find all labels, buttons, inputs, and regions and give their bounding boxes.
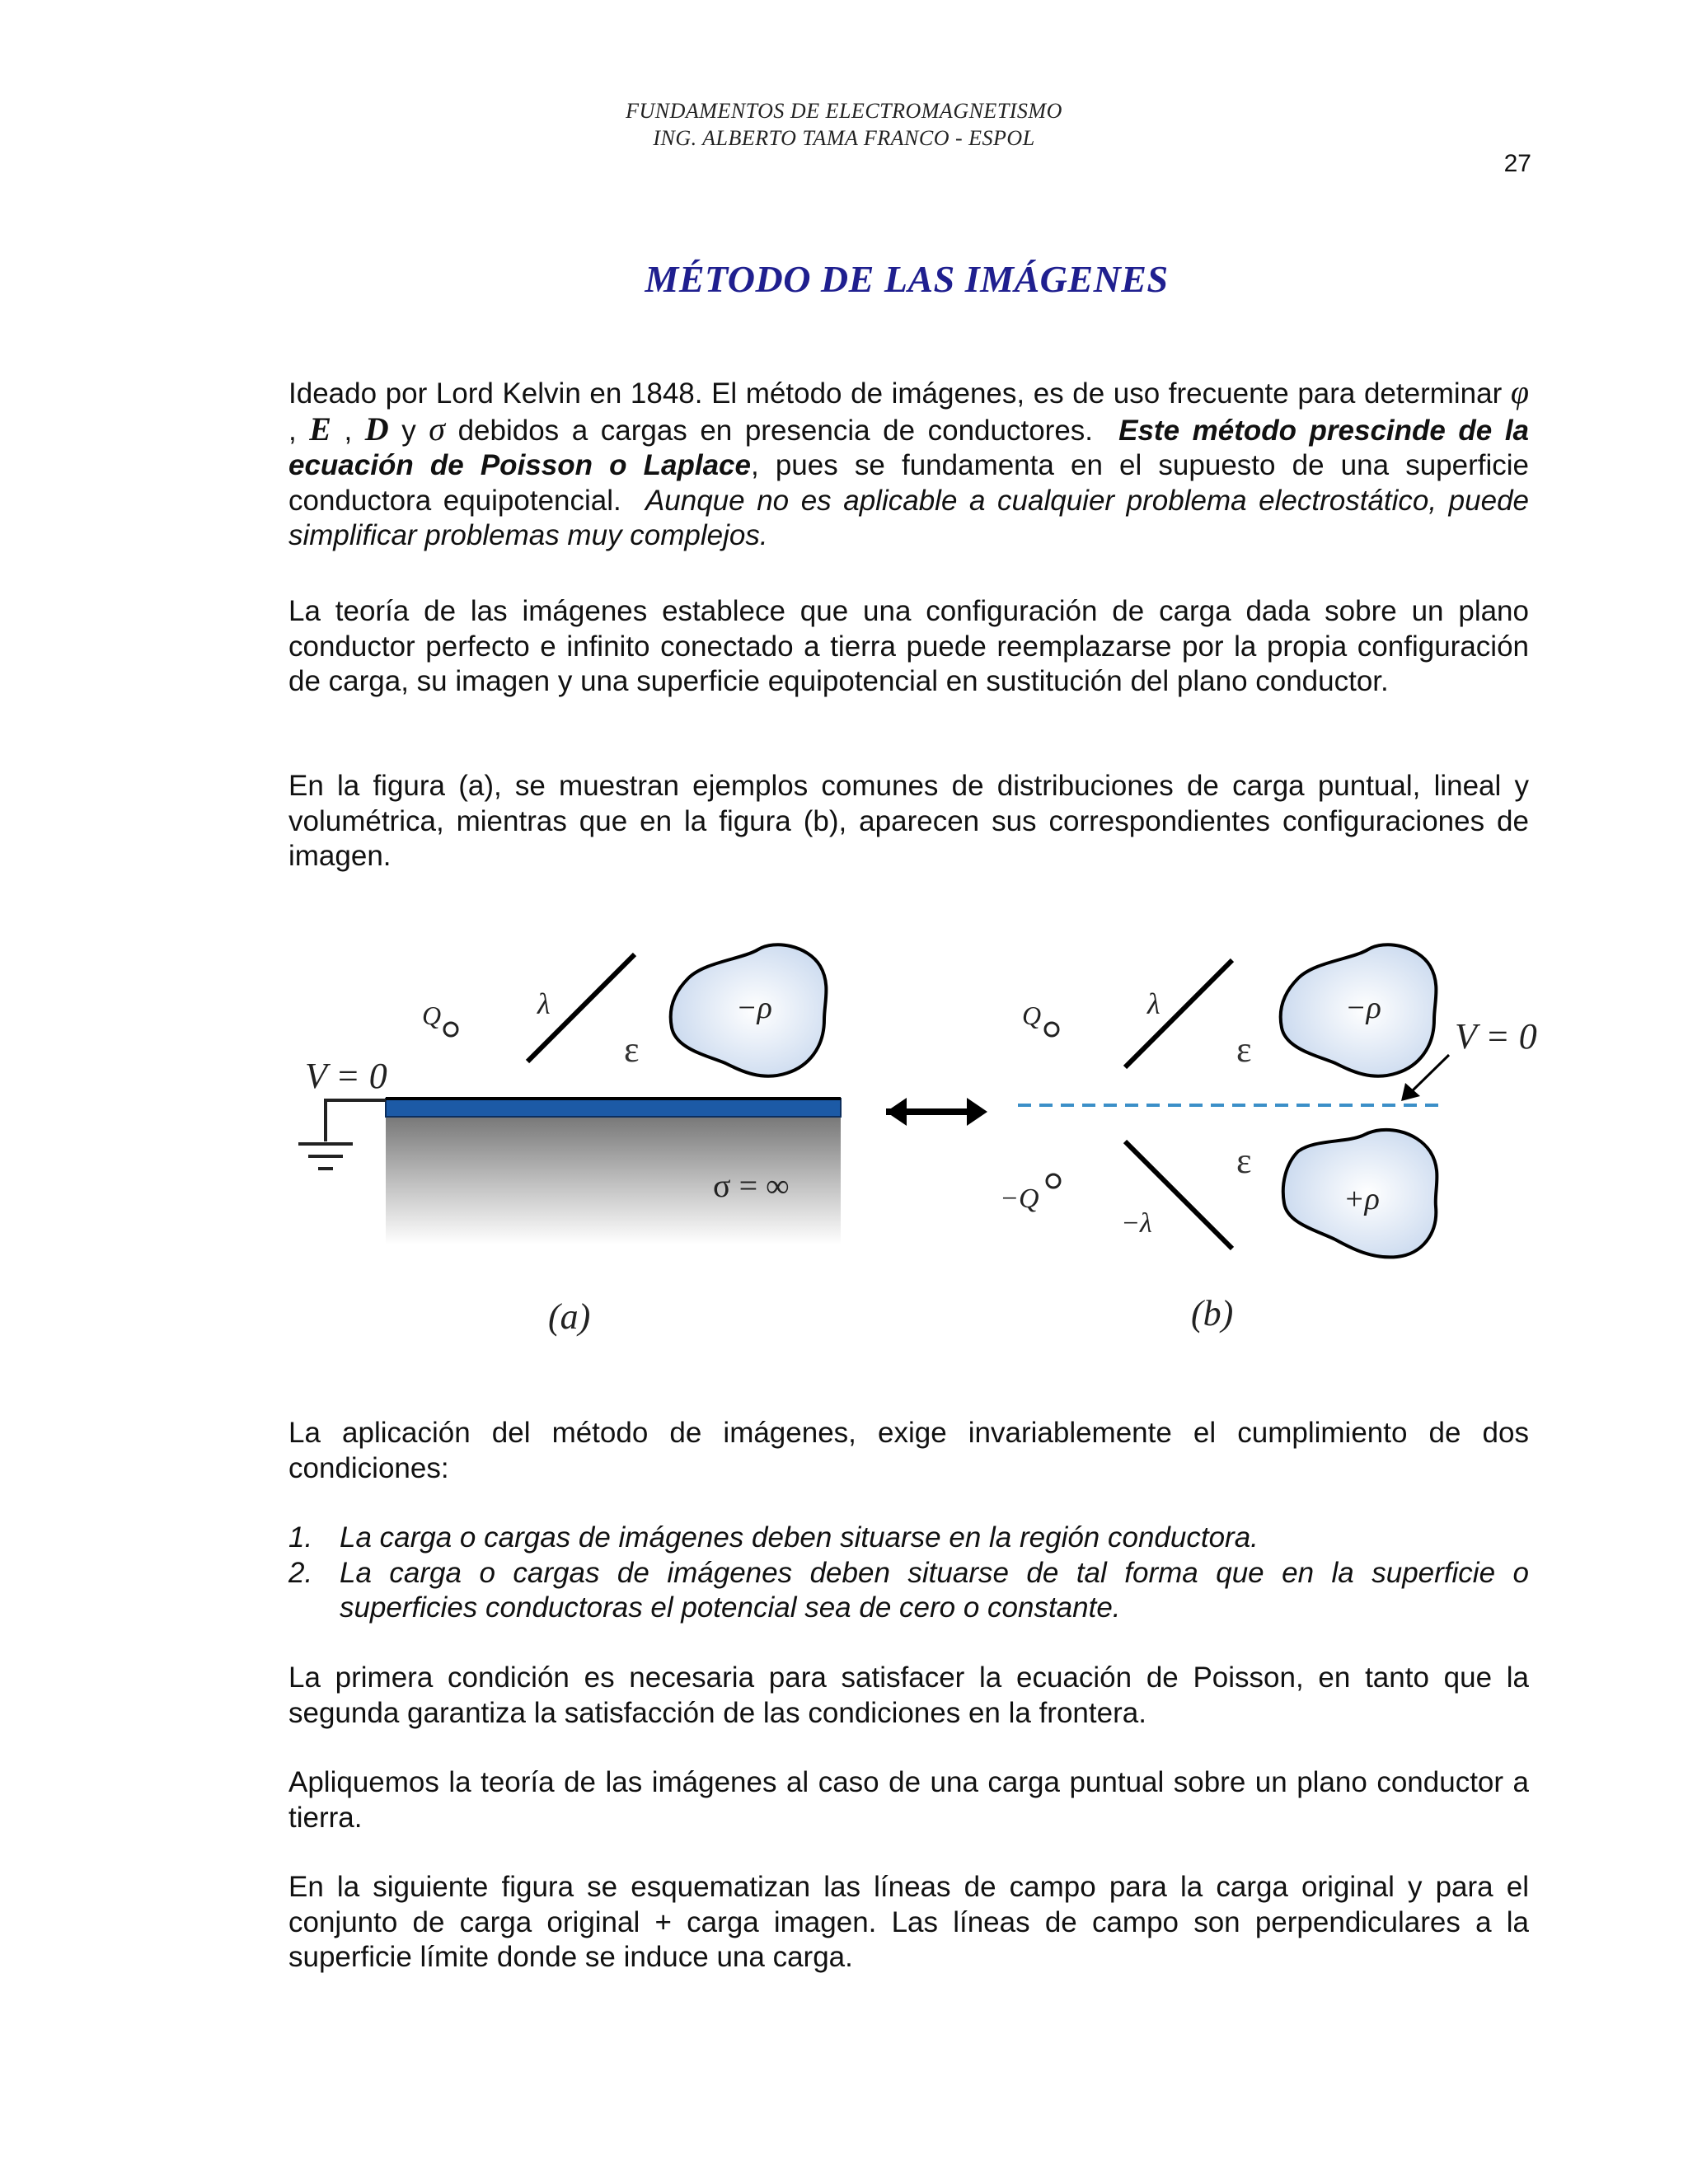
b-neg-lambda-label: −λ — [1121, 1208, 1152, 1239]
image-method-figure — [280, 923, 1550, 1352]
b-rho-label: −ρ — [1345, 991, 1381, 1025]
equivalence-arrow-icon — [886, 1098, 987, 1126]
b-caption: (b) — [1191, 1293, 1234, 1333]
b-line-charge — [1125, 960, 1232, 1067]
conditions-list — [288, 1521, 1529, 1626]
intro-text-1: Ideado por Lord Kelvin en 1848. El método de imágenes, es de uso frecuente para determinar — [288, 377, 1503, 410]
field-lines-paragraph: En la siguiente figura se esquematizan las líneas de campo para la carga original y para el conjunto de carga original + carga imagen. Las líneas de campo son perpendiculares a la superficie límite donde se induce una carga. — [288, 1871, 1529, 1973]
b-q-label: Q — [1022, 1001, 1042, 1030]
header-author: ING. ALBERTO TAMA FRANCO - ESPOL — [653, 126, 1035, 150]
a-sigma-label: σ = ∞ — [713, 1167, 790, 1204]
panel-b — [1000, 944, 1537, 1333]
sigma-symbol: σ — [429, 410, 446, 448]
b-pos-rho-label: +ρ — [1343, 1182, 1380, 1216]
a-q-label: Q — [422, 1001, 442, 1030]
b-eps-top-label: ε — [1236, 1029, 1252, 1070]
list-item-number: 2. — [288, 1556, 313, 1589]
b-point-charge — [1045, 1023, 1058, 1036]
page-title: MÉTODO DE LAS IMÁGENES — [645, 258, 1169, 300]
figure-svg — [280, 923, 1550, 1352]
b-image-point-charge — [1047, 1174, 1060, 1188]
d-field-symbol: D — [364, 410, 389, 448]
a-eps-label: ε — [624, 1029, 640, 1070]
b-v-label: V = 0 — [1455, 1016, 1537, 1057]
panel-a — [288, 944, 841, 1337]
a-v-label: V = 0 — [305, 1056, 387, 1096]
intro-text-3: , pues se fundamenta en el supuesto de una superficie conductora equipotencial. — [288, 449, 1529, 517]
b-lambda-label: λ — [1147, 987, 1160, 1020]
intro-italic-text: Aunque no es aplicable a cualquier problema electrostático, puede simplificar problemas muy complejos. — [288, 484, 1529, 551]
poisson-paragraph: La primera condición es necesaria para satisfacer la ecuación de Poisson, en tanto que la segunda garantiza la satisfacción de las condiciones en la frontera. — [288, 1661, 1529, 1729]
figure-description-paragraph: En la figura (a), se muestran ejemplos comunes de distribuciones de carga puntual, lineal y volumétrica, mientras que en la figura (b), aparecen sus correspondientes configuraciones de imagen. — [288, 770, 1529, 872]
b-eps-bottom-label: ε — [1236, 1141, 1252, 1181]
list-item — [288, 1556, 1529, 1626]
a-lambda-label: λ — [537, 987, 551, 1020]
list-item-text: La carga o cargas de imágenes deben situarse en la región conductora. — [340, 1521, 1259, 1554]
intro-bold-text: Este método prescinde de la ecuación de Poisson o Laplace — [288, 414, 1530, 481]
b-neg-q-label: −Q — [1000, 1183, 1039, 1214]
intro-text-2: debidos a cargas en presencia de conductores. — [445, 414, 1094, 447]
phi-symbol: φ — [1510, 373, 1529, 410]
conditions-intro-paragraph: La aplicación del método de imágenes, exige invariablemente el cumplimiento de dos condiciones: — [288, 1417, 1529, 1484]
a-point-charge — [444, 1023, 457, 1036]
a-rho-label: −ρ — [736, 991, 772, 1025]
a-caption: (a) — [548, 1296, 591, 1337]
list-item-text: La carga o cargas de imágenes deben situarse de tal forma que en la superficie o superficies conductoras el potencial sea de cero o constante. — [340, 1556, 1529, 1624]
e-field-symbol: E — [309, 410, 331, 448]
header-course-title: FUNDAMENTOS DE ELECTROMAGNETISMO — [626, 99, 1062, 123]
conductor-surface — [386, 1099, 841, 1117]
list-item-number: 1. — [288, 1521, 313, 1554]
page-number: 27 — [1503, 150, 1531, 177]
apply-theory-paragraph: Apliquemos la teoría de las imágenes al caso de una carga puntual sobre un plano conductor a tierra. — [288, 1766, 1529, 1834]
theory-paragraph: La teoría de las imágenes establece que una configuración de carga dada sobre un plano conductor perfecto e infinito conectado a tierra puede reemplazarse por la propia configuración de carga, su imagen y una superficie equipotencial en sustitución del plano conductor. — [288, 595, 1529, 697]
intro-paragraph: Ideado por Lord Kelvin en 1848. El método de imágenes, es de uso frecuente para determinar φ , E , D y σ debidos a cargas en presencia de conductores. Este método prescinde de la ecuación de Poisson o Laplace, pues se fundamenta en el supuesto de una superficie conductora equipotencial. Aunque no es aplicable a cualquier problema electrostático, puede simplificar problemas muy complejos. — [288, 373, 1530, 551]
list-item — [288, 1521, 1529, 1556]
